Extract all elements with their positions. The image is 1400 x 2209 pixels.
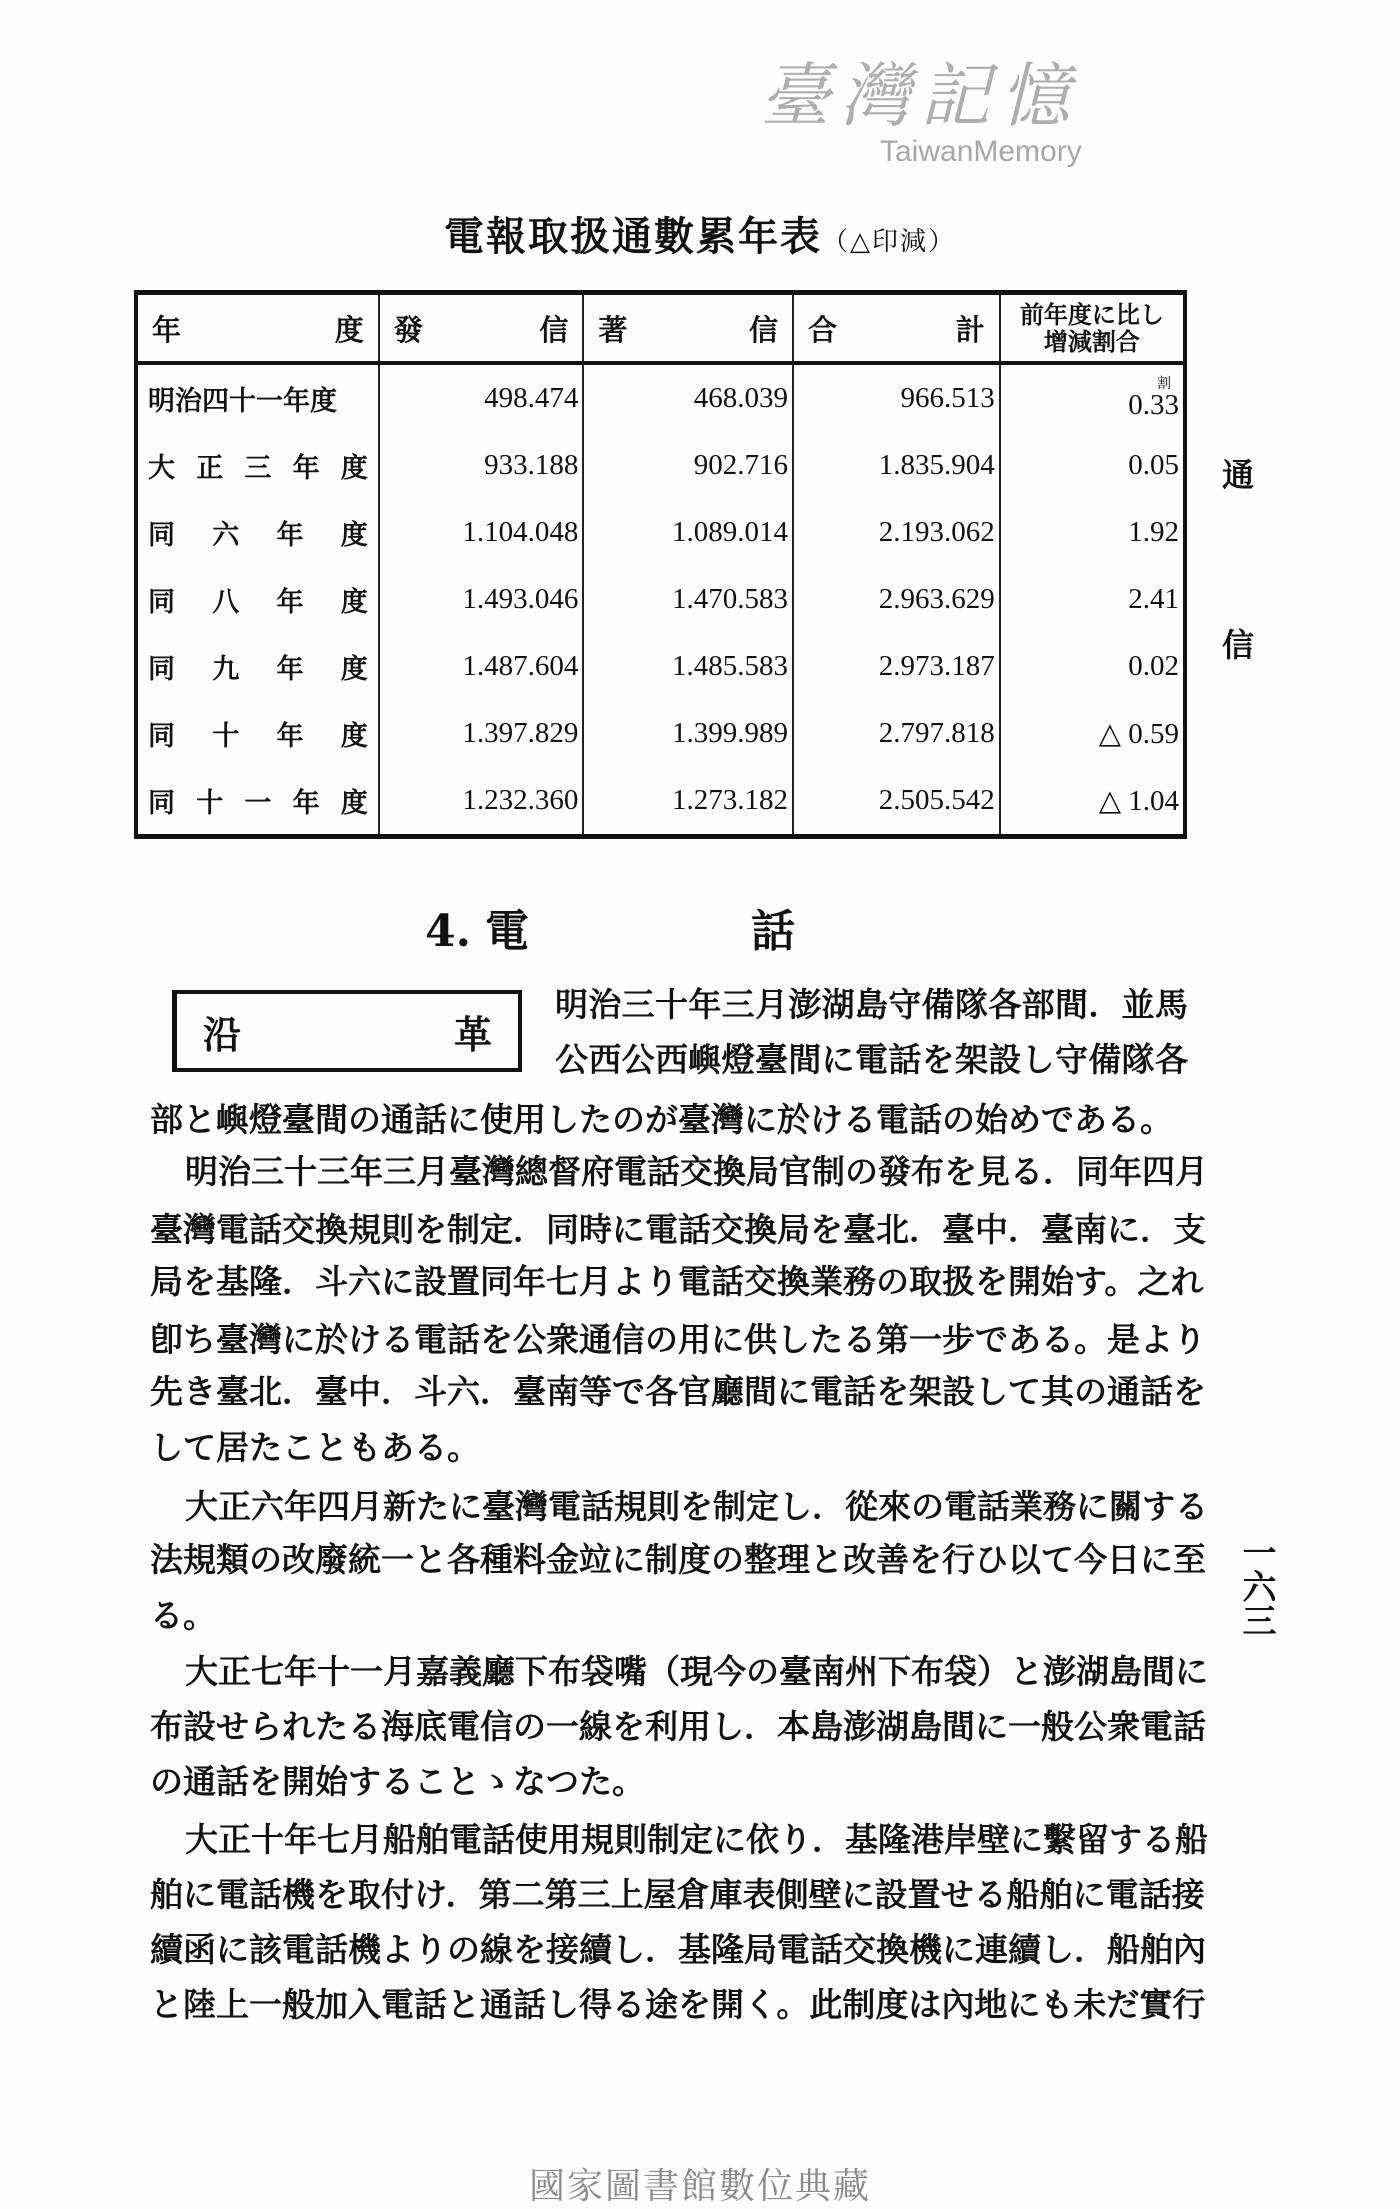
header-cell [793,293,1000,364]
header-char: 度 [334,312,364,347]
history-box [172,990,522,1072]
change-cell [1000,432,1185,499]
year-value: 同八年度 [148,587,368,618]
received-cell [583,363,793,432]
total-cell [793,700,1000,767]
text-line: 部と嶼燈臺間の通話に使用したのが臺灣に於ける電話の始めである。 [150,1100,1173,1139]
year-value: 同十一年度 [148,788,368,819]
total-value: 1.835.904 [878,449,995,481]
table-row [136,700,1185,767]
sent-cell [379,633,584,700]
change-cell [1000,767,1185,837]
sent-value: 1.232.360 [462,784,579,816]
year-cell [136,767,379,837]
table-header [136,293,1185,364]
table-title [0,205,1400,262]
header-cell [136,293,379,364]
telegram-table [134,290,1187,839]
text-line: 布設せられたる海底電信の一線を利用し．本島澎湖島間に一般公衆電話 [150,1707,1206,1746]
table-row [136,432,1185,499]
side-label-1: 通 [1222,456,1255,494]
total-cell [793,767,1000,837]
change-cell [1000,566,1185,633]
received-cell [583,700,793,767]
total-cell [793,499,1000,566]
year-value: 同六年度 [148,520,368,551]
page-number: 一六三 [1236,1535,1276,1637]
received-value: 468.039 [693,382,788,414]
sent-value: 498.474 [484,382,579,414]
sent-value: 933.188 [484,449,579,481]
title-note: （△印減） [822,227,956,257]
header-char: 信 [748,312,778,347]
text-line: して居たこともある。 [150,1428,480,1467]
year-cell [136,633,379,700]
section-number: 4. [425,906,471,957]
sent-cell [379,566,584,633]
sent-cell [379,767,584,837]
header-cell [379,293,584,364]
sent-cell [379,499,584,566]
sent-cell [379,432,584,499]
total-cell [793,432,1000,499]
header-char: 年 [152,312,182,347]
section-heading [425,895,795,959]
table-row [136,499,1185,566]
change-cell [1000,363,1185,432]
table-row [136,633,1185,700]
sent-cell [379,363,584,432]
header-char: 計 [955,312,985,347]
total-value: 2.963.629 [878,583,995,615]
change-cell [1000,700,1185,767]
text-line: の通話を開始することゝなつた。 [150,1762,645,1801]
received-value: 1.089.014 [672,516,788,548]
sent-value: 1.493.046 [462,583,579,615]
received-cell [583,499,793,566]
sent-value: 1.397.829 [462,717,579,749]
table-row [136,566,1185,633]
footer: 國家圖書館數位典藏 [528,2166,871,2207]
received-value: 1.273.182 [672,784,788,816]
year-cell [136,566,379,633]
received-value: 1.399.989 [672,717,788,749]
header-cell: 前年度に比し增減割合 [1000,293,1185,364]
total-value: 2.797.818 [878,717,995,749]
text-line: 先き臺北．臺中．斗六．臺南等で各官廳間に電話を架設して其の通話を [150,1372,1206,1411]
header-char: 信 [539,312,569,347]
table-row [136,363,1185,432]
received-cell [583,566,793,633]
change-value: 1.92 [1128,516,1179,548]
change-value: 2.41 [1128,583,1179,615]
year-cell [136,700,379,767]
total-value: 966.513 [900,382,995,414]
watermark: 臺灣記憶 [760,55,1080,137]
year-cell [136,432,379,499]
section-title-b: 話 [751,906,795,957]
change-value: △ 0.59 [1098,718,1179,750]
received-cell [583,432,793,499]
change-cell [1000,499,1185,566]
text-line: 公西公西嶼燈臺間に電話を架設し守備隊各 [555,1040,1188,1079]
sent-value: 1.487.604 [462,650,579,682]
year-value: 同十年度 [148,721,368,752]
total-value: 2.505.542 [878,784,995,816]
text-line: と陸上一般加入電話と通話し得る途を開く。此制度は內地にも未だ實行 [150,1985,1206,2024]
year-cell [136,363,379,432]
text-line: 大正六年四月新たに臺灣電話規則を制定し．從來の電話業務に關する [185,1487,1208,1526]
header-char: 合 [808,312,838,347]
text-line: 大正七年十一月嘉義廳下布袋嘴（現今の臺南州下布袋）と澎湖島間に [185,1652,1208,1691]
title-text: 電報取扱通數累年表 [444,213,822,260]
text-line: 明治三十三年三月臺灣總督府電話交換局官制の發布を見る．同年四月 [185,1152,1208,1191]
total-cell [793,566,1000,633]
change-value: 0.02 [1128,650,1179,682]
header-char: 著 [598,312,628,347]
total-cell [793,363,1000,432]
text-line: 臺灣電話交換規則を制定．同時に電話交換局を臺北．臺中．臺南に．支 [150,1210,1206,1249]
year-value: 明治四十一年度 [148,386,337,417]
received-value: 1.485.583 [672,650,788,682]
change-cell [1000,633,1185,700]
side-label-2: 信 [1222,626,1255,664]
text-line: 續函に該電話機よりの線を接續し．基隆局電話交換機に連續し．船舶內 [150,1930,1206,1969]
year-cell [136,499,379,566]
year-value: 同九年度 [148,654,368,685]
section-title-a: 電 [484,906,529,957]
total-cell [793,633,1000,700]
sent-value: 1.104.048 [462,516,579,548]
text-line: 大正十年七月船舶電話使用規則制定に依り．基隆港岸壁に繫留する船 [185,1820,1208,1859]
header-char: 發 [393,312,423,347]
unit-label: 割 [1157,376,1171,392]
received-cell [583,633,793,700]
total-value: 2.973.187 [878,650,995,682]
year-value: 大正三年度 [148,453,368,484]
total-value: 2.193.062 [878,516,995,548]
text-line: 局を基隆．斗六に設置同年七月より電話交換業務の取扱を開始す。之れ [150,1262,1204,1301]
received-value: 902.716 [693,449,788,481]
received-cell [583,767,793,837]
text-line: 舶に電話機を取付け．第二第三上屋倉庫表側壁に設置せる船舶に電話接 [150,1875,1205,1914]
change-value: 0.05 [1128,449,1179,481]
table-row [136,767,1185,837]
text-line: 卽ち臺灣に於ける電話を公衆通信の用に供したる第一步である。是より [150,1320,1206,1359]
received-value: 1.470.583 [672,583,788,615]
sent-cell [379,700,584,767]
watermark-en: TaiwanMemory [880,135,1082,168]
box-char-b: 革 [453,1011,492,1057]
header-cell [583,293,793,364]
change-value: △ 1.04 [1098,785,1179,817]
box-char-a: 沿 [203,1011,242,1057]
text-line: 法規類の改廢統一と各種料金竝に制度の整理と改善を行ひ以て今日に至 [150,1540,1206,1579]
text-line: 明治三十年三月澎湖島守備隊各部間．並馬 [555,985,1188,1024]
change-value: 0.33 [1128,388,1179,421]
text-line: る。 [150,1596,216,1635]
